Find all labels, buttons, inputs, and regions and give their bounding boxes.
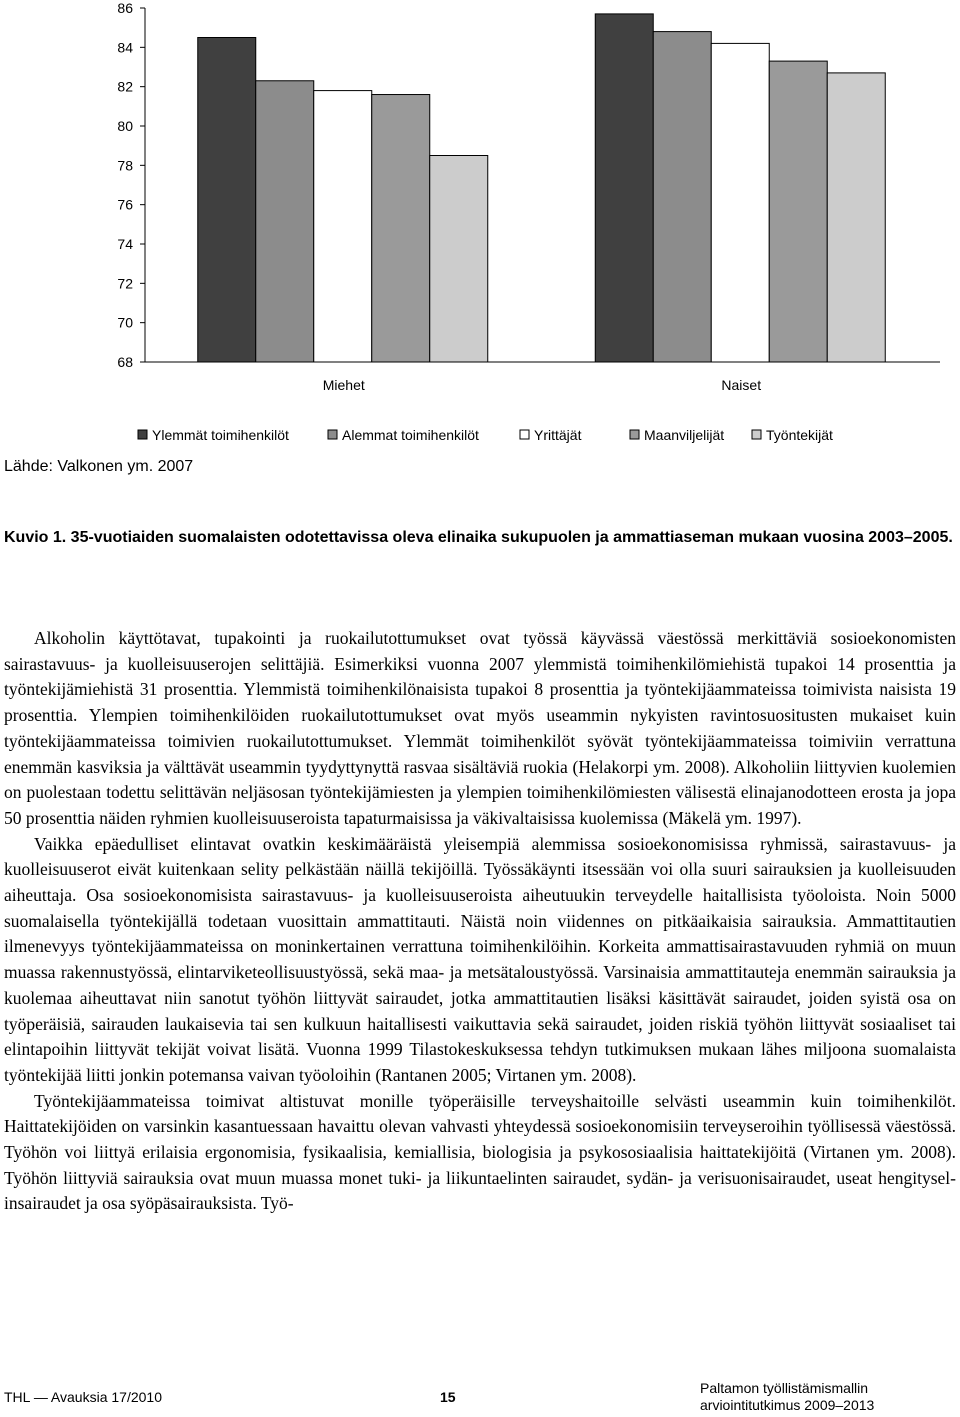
y-tick-label: 86 bbox=[117, 0, 133, 16]
bar-0-2 bbox=[314, 91, 372, 362]
body-text bbox=[4, 626, 956, 1217]
legend-swatch bbox=[138, 430, 147, 439]
bar-1-4 bbox=[827, 73, 885, 362]
legend-label: Yrittäjät bbox=[534, 427, 582, 443]
y-tick-label: 78 bbox=[117, 157, 133, 174]
chart-source: Lähde: Valkonen ym. 2007 bbox=[4, 458, 194, 475]
bar-1-2 bbox=[711, 43, 769, 362]
bar-0-3 bbox=[372, 95, 430, 362]
bar-1-3 bbox=[769, 61, 827, 362]
bar-0-4 bbox=[430, 156, 488, 363]
legend-swatch bbox=[520, 430, 529, 439]
y-tick-label: 72 bbox=[117, 275, 133, 292]
footer-report-title bbox=[700, 1380, 874, 1414]
paragraph-2: Vaikka epäedulliset elintavat ovatkin keskimääräistä yleisempiä alemmissa sosioekonomisissa ryhmissä, sairastavuus- ja kuolleisuuserot eivät kuitenkaan selity pelkästään näillä tekijöillä. Työssäkäynti itsessään voi olla suuri sairauksien ja kuolleisuuden aiheuttaja. Osa sosioekonomisista sairastavuus- ja kuolleisuuseroista aiheutuukin terveydelle haitallisista työoloista. Noin 5000 suomalaisella työntekijällä todetaan vuosittain ammattitauti. Näistä noin viidennes on pitkäaikaisia sairauksia. Ammattitautien ilmenevyys työntekijäammateissa on moninkertainen verrattuna toimihenkilöihin. Korkeita ammattisairastavuuden ryhmiä on muun muassa rakennustyössä, elintarviketeollisuustyössä, sekä maa- ja metsätaloustyössä. Varsinaisia ammattitauteja enemmän sairauksia ja kuolemaa aiheuttavat niin sanotut työhön liittyvät sairaudet, jotka ammattitautien lisäksi käsittävät sairaudet, joiden syistä osa on työperäisiä, sairauden laukaisevia tai sen kulkuun haitallisesti vaikuttavia sekä sairaudet, joiden riskiä työhön liittyvät sosiaaliset tai elintapoihin liittyvät tekijät voivat lisätä. Vuonna 1999 Tilastokeskuksessa tehdyn tutkimuksen mukaan lähes miljoona suomalaista työntekijää liitti jonkin potemansa vaivan työoloihin (Rantanen 2005; Virtanen ym. 2008). bbox=[4, 833, 956, 1085]
footer-report-line2: arviointitutkimus 2009–2013 bbox=[700, 1397, 875, 1413]
legend-label: Ylemmät toimihenkilöt bbox=[152, 427, 289, 443]
bar-1-1 bbox=[653, 32, 711, 362]
paragraph-1: Alkoholin käyttötavat, tupakointi ja ruokailutottumukset ovat työssä käyvässä väestössä merkittäviä sosioekonomisten sairastavuus- ja kuolleisuuserojen selittäjiä. Esimerkiksi vuonna 2007 ylemmistä toimihenkilömiehistä tupakoi 14 prosenttia ja työntekijämiehistä 31 prosenttia. Ylemmistä toimihenkilönaisista tupakoi 8 prosenttia ja työntekijäammateissa toimivista naisista 19 prosenttia. Ylempien toimihenkilöiden ruokailutottumukset ovat myös useammin nykyisten ravintosuositusten mukaiset kuin työntekijäammateissa toimivien ruokailutottumukset. Ylemmät toimihenkilöt syövät työntekijäammateissa toimiviin verrattuna enemmän kasviksia ja välttävät useammin tyydyttynyttä rasvaa sisältäviä ruokia (Helakorpi ym. 2008). Alkoholiin liittyvien kuolemien on puolestaan todettu selittävän neljäsosan työntekijämiesten ja ylempien toimihenkilömiesten välisestä elinajanodotteen erosta ja jopa 50 prosenttia näiden ryhmien kuolleisuuseroista tapaturmaisissa ja väkivaltaisissa kuolemissa (Mäkelä ym. 1997). bbox=[4, 628, 956, 828]
bar-0-0 bbox=[198, 38, 256, 363]
y-tick-label: 84 bbox=[117, 39, 133, 56]
bar-0-1 bbox=[256, 81, 314, 362]
figure-caption: Kuvio 1. 35-vuotiaiden suomalaisten odotettavissa oleva elinaika sukupuolen ja ammattiaseman mukaan vuosina 2003–2005. bbox=[4, 529, 953, 546]
bar-chart bbox=[0, 0, 960, 450]
legend-label: Alemmat toimihenkilöt bbox=[342, 427, 479, 443]
y-tick-label: 76 bbox=[117, 196, 133, 213]
paragraph-3: Työntekijäammateissa toimivat altistuvat monille työperäisille terveyshaitoille selvästi useammin kuin toimihenkilöt. Haittatekijöiden on varsinkin kasantuessaan havaittu olevan vahvasti yhteydessä sosioekonomisiin terveyseroihin työllisessä väestössä. Työhön voi liittyä erilaisia ergonomisia, fysikaalisia, kemiallisia, biologisia ja psykososiaalisia haittatekijöitä (Virtanen ym. 2008). Työhön liittyviä sairauksia ovat muun muassa monet tuki- ja liikuntaelinten sairaudet, sydän- ja verisuonisairaudet, useat hengityselinsairaudet ja osa syöpäsairauksista. Työ- bbox=[4, 1090, 956, 1214]
legend-label: Työntekijät bbox=[766, 427, 833, 443]
legend-swatch bbox=[630, 430, 639, 439]
x-category-label: Naiset bbox=[721, 377, 762, 393]
page-number: 15 bbox=[440, 1389, 456, 1405]
x-category-label: Miehet bbox=[322, 377, 365, 393]
footer-report-line1: Paltamon työllistämismallin bbox=[700, 1380, 869, 1396]
legend-swatch bbox=[752, 430, 761, 439]
y-tick-label: 74 bbox=[117, 236, 133, 252]
legend-swatch bbox=[328, 430, 337, 439]
legend-label: Maanviljelijät bbox=[644, 427, 725, 443]
y-tick-label: 82 bbox=[117, 78, 133, 95]
footer-publication: THL — Avauksia 17/2010 bbox=[4, 1389, 162, 1405]
y-tick-label: 68 bbox=[117, 354, 133, 370]
y-tick-label: 70 bbox=[117, 314, 133, 331]
bar-1-0 bbox=[595, 14, 653, 362]
y-tick-label: 80 bbox=[117, 118, 133, 134]
